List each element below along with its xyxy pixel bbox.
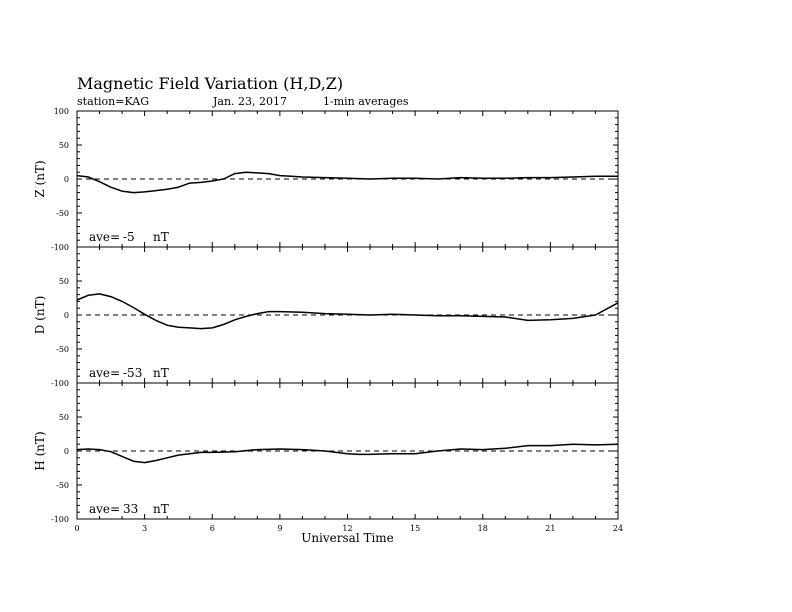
y-tick-label: -100 [51,379,69,388]
y-tick-label: -100 [51,243,69,252]
ave-label: ave= [89,366,121,380]
y-axis-label: Z (nT) [33,160,47,198]
y-tick-label: 50 [58,277,69,286]
x-axis-label: Universal Time [301,531,394,545]
x-tick-label: 0 [74,524,80,533]
y-tick-label: -50 [56,345,69,354]
ave-value: 33 [123,502,139,516]
x-tick-label: 12 [342,524,353,533]
y-tick-label: -50 [56,209,69,218]
y-tick-label: -50 [56,481,69,490]
x-tick-label: 18 [477,524,488,533]
ave-label: ave= [89,230,121,244]
y-tick-label: 50 [58,141,69,150]
series-line-z [77,172,618,192]
ave-value: -5 [123,230,135,244]
x-tick-label: 3 [142,524,148,533]
x-tick-label: 24 [612,524,624,533]
station-label: station=KAG [77,95,149,108]
y-axis-label: H (nT) [33,431,47,471]
ave-unit: nT [153,366,169,380]
y-tick-label: 0 [63,447,69,456]
averaging-label: 1-min averages [323,95,409,108]
ave-unit: nT [153,230,169,244]
y-tick-label: -100 [51,515,69,524]
y-tick-label: 0 [63,175,69,184]
chart-title: Magnetic Field Variation (H,D,Z) [77,74,344,93]
x-tick-label: 15 [410,524,421,533]
x-tick-label: 21 [545,524,556,533]
x-tick-label: 6 [209,524,215,533]
series-line-d [77,294,618,329]
y-axis-label: D (nT) [33,295,47,335]
x-tick-label: 9 [277,524,283,533]
ave-value: -53 [123,366,143,380]
series-line-h [77,444,618,462]
y-tick-label: 0 [63,311,69,320]
ave-unit: nT [153,502,169,516]
y-tick-label: 50 [58,413,69,422]
y-tick-label: 100 [53,107,69,116]
ave-label: ave= [89,502,121,516]
date-label: Jan. 23, 2017 [213,95,288,108]
